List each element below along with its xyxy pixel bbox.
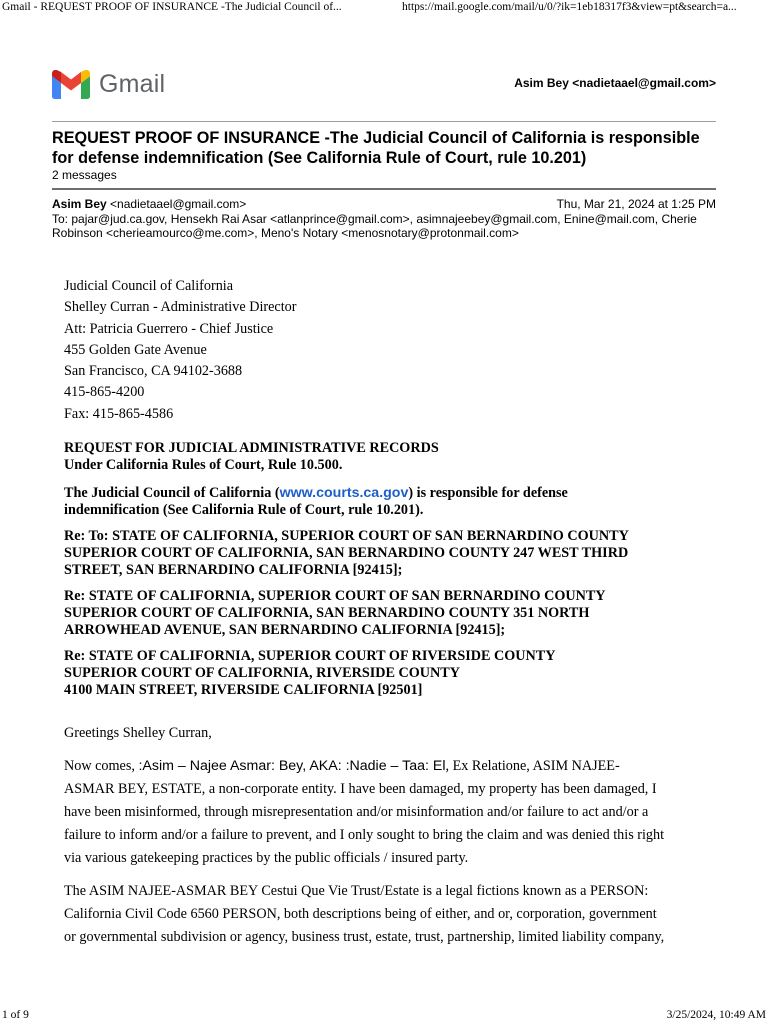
subject-divider (52, 188, 716, 190)
sender-name: Asim Bey (52, 197, 107, 211)
request-rule: Under California Rules of Court, Rule 10.500. (64, 457, 343, 474)
re-line: Re: STATE OF CALIFORNIA, SUPERIOR COURT OF SAN BERNARDINO COUNTY (64, 588, 606, 605)
re-line: SUPERIOR COURT OF CALIFORNIA, SAN BERNARDINO COUNTY 351 NORTH (64, 605, 590, 622)
paragraph-name-text: :Asim – Najee Asmar: Bey, AKA: :Nadie – Taa: El (138, 758, 446, 775)
paragraph-line: have been misinformed, through misrepresentation and/or misinformation and/or failure to act and/or a (64, 804, 649, 821)
re-line: 4100 MAIN STREET, RIVERSIDE CALIFORNIA [92501] (64, 682, 423, 699)
re-line: ARROWHEAD AVENUE, SAN BERNARDINO CALIFORNIA [92415]; (64, 622, 506, 639)
message-body (64, 276, 714, 949)
message-sender (52, 197, 246, 211)
re-block-3 (64, 648, 714, 699)
request-heading (64, 440, 714, 474)
responsibility-statement (64, 485, 714, 519)
paragraph-line: California Civil Code 6560 PERSON, both descriptions being of either, and or, corporation, government (64, 906, 657, 923)
print-page-title: Gmail - REQUEST PROOF OF INSURANCE -The Judicial Council of... (2, 1, 342, 13)
message-recipients (52, 212, 718, 240)
gmail-m-icon (52, 70, 90, 99)
re-line: SUPERIOR COURT OF CALIFORNIA, SAN BERNARDINO COUNTY 247 WEST THIRD (64, 545, 629, 562)
print-datetime: 3/25/2024, 10:49 AM (666, 1009, 766, 1021)
recipients-line: Robinson <cherieamourco@me.com>, Meno's Notary <menosnotary@protonmail.com> (52, 226, 519, 240)
paragraph-line: or governmental subdivision or agency, business trust, estate, trust, partnership, limited liability company, (64, 929, 665, 946)
message-count: 2 messages (52, 168, 117, 182)
address-line: Att: Patricia Guerrero - Chief Justice (64, 320, 274, 337)
statement-text: indemnification (See California Rule of Court, rule 10.201). (64, 502, 424, 519)
thread-subject: REQUEST PROOF OF INSURANCE -The Judicial Council of California is responsible for defense indemnification (See California Rule of Court, rule 10.201) (52, 129, 700, 167)
address-line: Judicial Council of California (64, 278, 234, 294)
paragraph-text: Now comes, (64, 758, 139, 775)
print-header (0, 0, 768, 18)
sender-email: <nadietaael@gmail.com> (110, 197, 247, 211)
gmail-logo (52, 68, 165, 100)
re-block-2 (64, 588, 714, 639)
recipients-line: To: pajar@jud.ca.gov, Hensekh Rai Asar <atlanprince@gmail.com>, asimnajeebey@gmail.com, Enine@mail.com, Cherie (52, 212, 697, 226)
address-line: 415-865-4200 (64, 384, 145, 401)
paragraph-text: , Ex Relatione, ASIM NAJEE- (445, 758, 620, 775)
paragraph-line: ASMAR BEY, ESTATE, a non-corporate entity. I have been damaged, my property has been damaged, I (64, 781, 657, 798)
paragraph-1 (64, 755, 714, 870)
header-divider (52, 121, 716, 122)
re-line: Re: To: STATE OF CALIFORNIA, SUPERIOR COURT OF SAN BERNARDINO COUNTY (64, 528, 629, 545)
re-line: STREET, SAN BERNARDINO CALIFORNIA [92415]; (64, 562, 403, 579)
print-page-url: https://mail.google.com/mail/u/0/?ik=1eb18317f3&view=pt&search=a... (402, 1, 737, 13)
account-identity: Asim Bey <nadietaael@gmail.com> (514, 76, 716, 90)
recipient-address-block (64, 276, 714, 425)
message-date: Thu, Mar 21, 2024 at 1:25 PM (556, 197, 716, 211)
page-number: 1 of 9 (2, 1009, 29, 1021)
paragraph-line: via various gatekeeping practices by the public officials / insured party. (64, 850, 469, 867)
print-footer (0, 1008, 768, 1024)
re-block-1 (64, 528, 714, 579)
address-line: 455 Golden Gate Avenue (64, 341, 207, 358)
request-title: REQUEST FOR JUDICIAL ADMINISTRATIVE RECORDS (64, 440, 439, 457)
paragraph-line: failure to inform and/or a failure to prevent, and I only sought to bring the claim and was denied this right (64, 827, 665, 844)
courts-website-link[interactable]: www.courts.ca.gov (279, 485, 409, 502)
re-line: SUPERIOR COURT OF CALIFORNIA, RIVERSIDE COUNTY (64, 665, 461, 682)
greeting: Greetings Shelley Curran, (64, 725, 212, 742)
address-line: Shelley Curran - Administrative Director (64, 299, 297, 316)
paragraph-line: The ASIM NAJEE-ASMAR BEY Cestui Que Vie Trust/Estate is a legal fictions known as a PERSON: (64, 883, 649, 900)
address-line: San Francisco, CA 94102-3688 (64, 363, 243, 380)
paragraph-2 (64, 880, 714, 949)
address-line: Fax: 415-865-4586 (64, 405, 174, 422)
re-line: Re: STATE OF CALIFORNIA, SUPERIOR COURT OF RIVERSIDE COUNTY (64, 648, 556, 665)
statement-text: The Judicial Council of California ( (64, 485, 280, 502)
statement-text: ) is responsible for defense (408, 485, 568, 502)
gmail-wordmark: Gmail (99, 69, 166, 98)
